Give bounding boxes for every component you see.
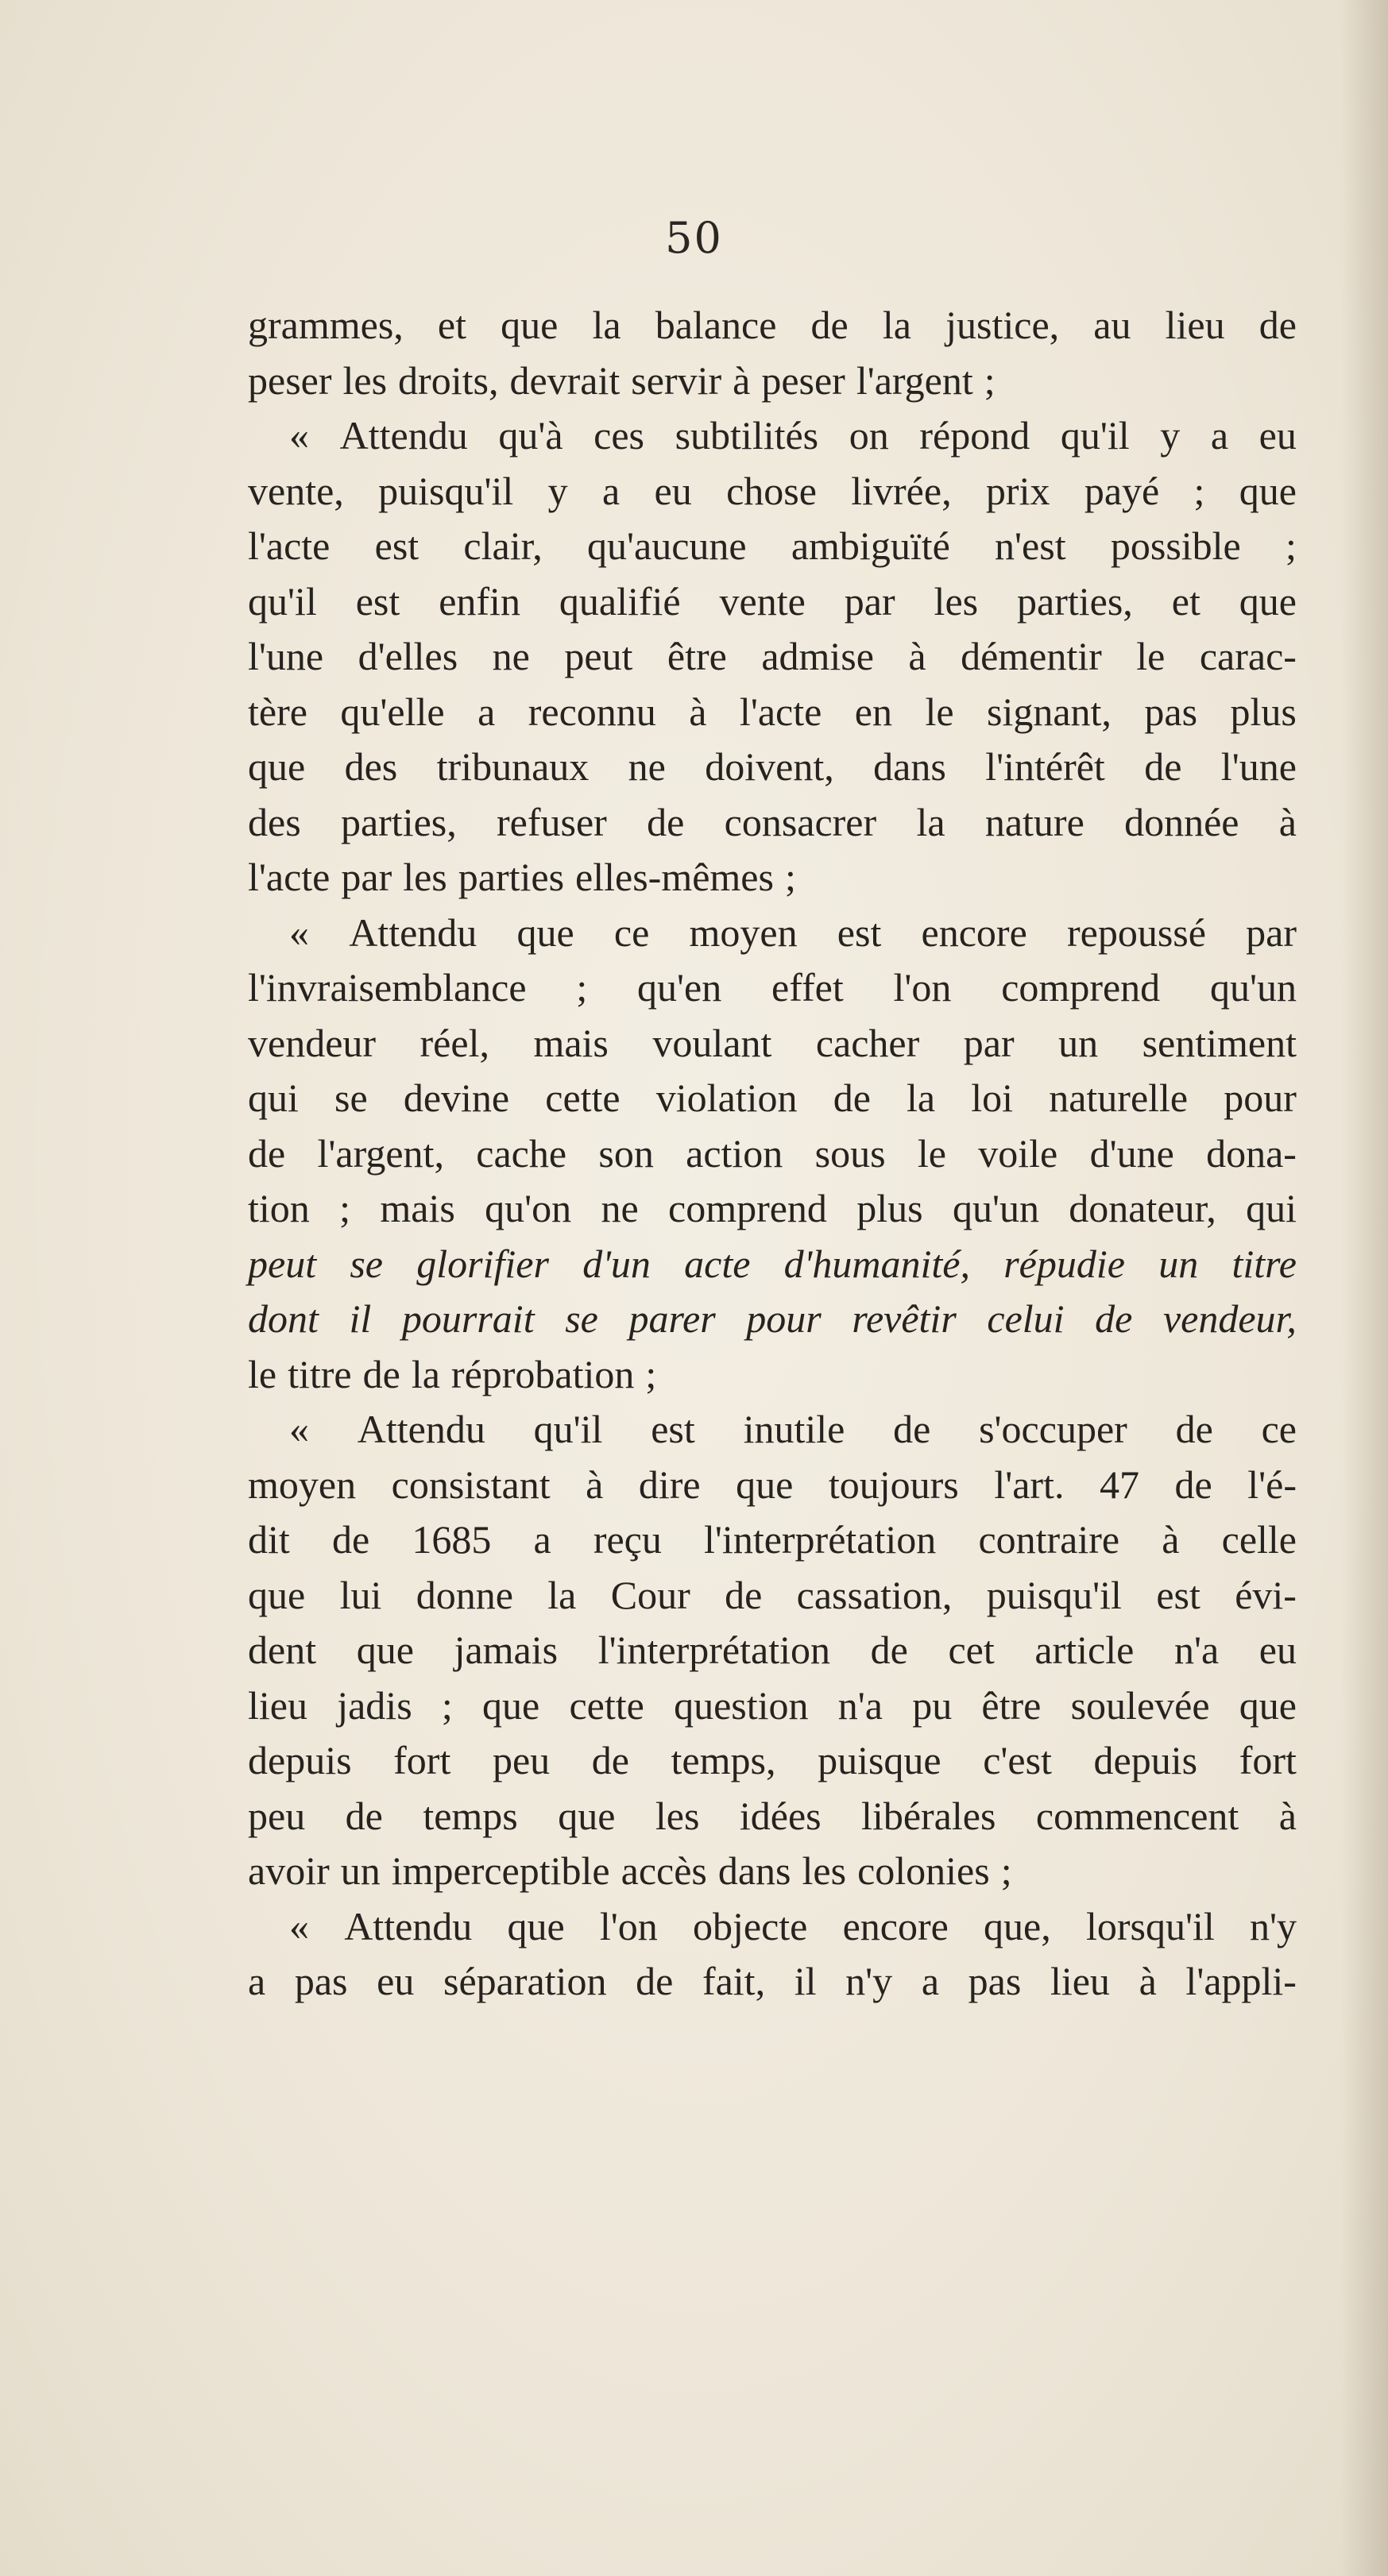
text-line: tion ; mais qu'on ne comprend plus qu'un donateur, qui xyxy=(248,1186,1297,1230)
text-line: que lui donne la Cour de cassation, puisqu'il est évi- xyxy=(248,1572,1297,1617)
text-line: « Attendu qu'à ces subtilités on répond qu'il y a eu xyxy=(289,413,1297,458)
text-line: l'invraisemblance ; qu'en effet l'on comprend qu'un xyxy=(248,965,1297,1010)
text-line: tère qu'elle a reconnu à l'acte en le signant, pas plus xyxy=(248,689,1297,734)
text-line: qu'il est enfin qualifié vente par les parties, et que xyxy=(248,578,1297,624)
text-line: lieu jadis ; que cette question n'a pu être soulevée que xyxy=(248,1682,1297,1728)
text-line: peser les droits, devrait servir à peser l'argent ; xyxy=(248,357,996,403)
text-line: l'acte est clair, qu'aucune ambiguïté n'est possible ; xyxy=(248,523,1297,568)
text-line: l'une d'elles ne peut être admise à démentir le carac- xyxy=(248,634,1297,678)
text-line: « Attendu que l'on objecte encore que, lorsqu'il n'y xyxy=(289,1903,1297,1948)
text-line: dont il pourrait se parer pour revêtir celui de vendeur, xyxy=(248,1296,1297,1341)
text-line: vente, puisqu'il y a eu chose livrée, prix payé ; que xyxy=(248,468,1297,513)
text-line: qui se devine cette violation de la loi naturelle pour xyxy=(248,1076,1297,1120)
text-line: peu de temps que les idées libérales commencent à xyxy=(248,1793,1297,1838)
text-line: des parties, refuser de consacrer la nature donnée à xyxy=(248,799,1297,844)
text-line: a pas eu séparation de fait, il n'y a pas lieu à l'appli- xyxy=(248,1959,1297,2003)
text-line: grammes, et que la balance de la justice, au lieu de xyxy=(248,303,1297,347)
text-line: depuis fort peu de temps, puisque c'est depuis fort xyxy=(248,1738,1297,1782)
page-number: 50 xyxy=(665,213,723,263)
text-line: peut se glorifier d'un acte d'humanité, répudie un titre xyxy=(248,1241,1297,1286)
text-line: l'acte par les parties elles-mêmes ; xyxy=(248,855,796,899)
text-line: avoir un imperceptible accès dans les colonies ; xyxy=(248,1848,1012,1893)
page-edge-shadow xyxy=(1340,0,1388,2576)
text-line: « Attendu que ce moyen est encore repoussé par xyxy=(289,910,1297,955)
body-text xyxy=(248,298,1297,2010)
text-line: le titre de la réprobation ; xyxy=(248,1351,657,1396)
text-line: que des tribunaux ne doivent, dans l'intérêt de l'une xyxy=(248,744,1297,789)
text-line: dent que jamais l'interprétation de cet article n'a eu xyxy=(248,1628,1297,1672)
text-line: « Attendu qu'il est inutile de s'occuper de ce xyxy=(289,1407,1297,1451)
text-line: vendeur réel, mais voulant cacher par un sentiment xyxy=(248,1020,1297,1065)
text-line: moyen consistant à dire que toujours l'art. 47 de l'é- xyxy=(248,1462,1297,1507)
text-line: dit de 1685 a reçu l'interprétation contraire à celle xyxy=(248,1517,1297,1562)
text-line: de l'argent, cache son action sous le voile d'une dona- xyxy=(248,1130,1297,1176)
